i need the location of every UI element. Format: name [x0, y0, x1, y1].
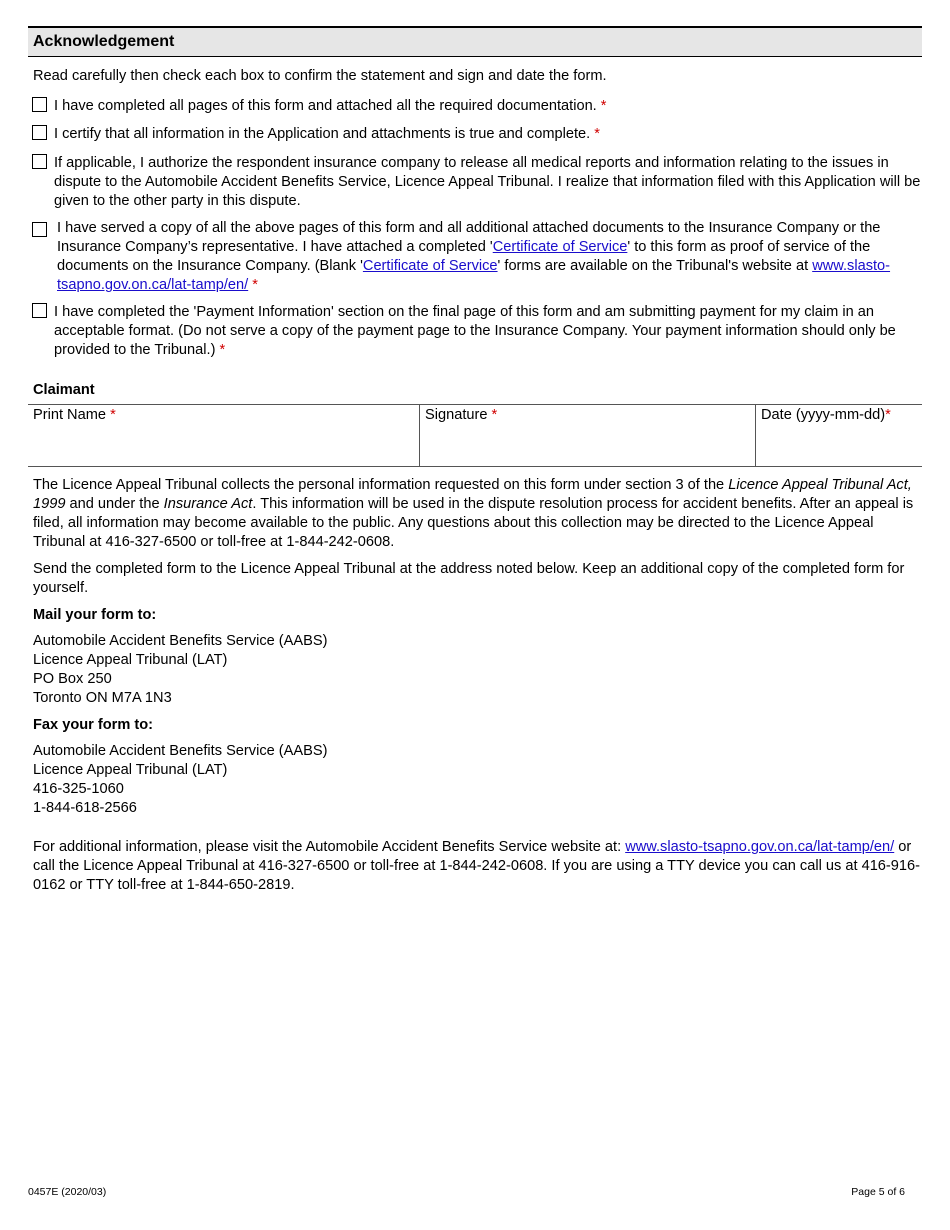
mail-address: [33, 632, 922, 708]
address-line: Licence Appeal Tribunal (LAT): [33, 762, 228, 778]
address-line: PO Box 250: [33, 671, 112, 687]
date-field[interactable]: [755, 405, 922, 466]
privacy-text-2: and under the: [65, 496, 164, 512]
required-mark: *: [252, 277, 258, 293]
section-title: Acknowledgement: [28, 26, 922, 57]
fax-number: 416-325-1060: [33, 781, 124, 797]
privacy-text: The Licence Appeal Tribunal collects the personal information requested on this form under section 3 of the: [33, 477, 729, 493]
required-mark: *: [491, 407, 498, 423]
signature-table: [28, 404, 922, 467]
act-name: Licence Appeal Tribunal Act, 1999: [33, 477, 912, 512]
print-name-label: Print Name: [33, 407, 106, 423]
intro-text: Read carefully then check each box to confirm the statement and sign and date the form.: [33, 68, 607, 84]
privacy-notice: [33, 476, 922, 552]
act-name-2: Insurance Act: [163, 496, 253, 512]
send-instructions: Send the completed form to the Licence Appeal Tribunal at the address noted below. Keep an additional copy of the completed form for yourself.: [33, 561, 905, 596]
required-mark: *: [885, 407, 891, 423]
checkbox-label: I have served a copy of all the above pages of this form and all additional attached documents to the Insurance Company or the Insurance Company’s representative. I have attached a completed ': [57, 220, 881, 255]
required-mark: *: [219, 342, 226, 358]
checkbox-row-4: [32, 219, 922, 295]
form-id: 0457E (2020/03): [28, 1186, 107, 1198]
address-line: Automobile Accident Benefits Service (AABS): [33, 633, 328, 649]
checkbox-label: I have completed the 'Payment Information' section on the final page of this form and am submitting payment for my claim in an acceptable format. (Do not serve a copy of the payment page to the Insurance Company. Your payment information should only be provided to the Tribunal.): [54, 304, 896, 358]
checkbox-label: I have completed all pages of this form and attached all the required documentation.: [54, 98, 597, 114]
checkbox-certify[interactable]: [32, 125, 47, 140]
additional-text-2: or call the Licence Appeal Tribunal at 416-327-6500 or toll-free at 1-844-242-0608. If you are using a TTY device you can call us at 416-916-0162 or TTY toll-free at 1-844-650-2819.: [33, 839, 920, 893]
checkbox-row-5: [32, 303, 922, 360]
checkbox-row-1: [32, 97, 922, 116]
checkbox-label: I certify that all information in the Application and attachments is true and complete.: [54, 126, 591, 142]
fax-address: [33, 742, 922, 818]
address-line: Toronto ON M7A 1N3: [33, 690, 172, 706]
date-label: Date (yyyy-mm-dd): [761, 407, 886, 423]
mail-heading: Mail your form to:: [33, 607, 157, 623]
checkbox-authorize[interactable]: [32, 154, 47, 169]
additional-text: For additional information, please visit the Automobile Accident Benefits Service website at:: [33, 839, 626, 855]
additional-info: [33, 838, 922, 895]
checkbox-row-2: [32, 125, 922, 144]
address-line: Automobile Accident Benefits Service (AABS): [33, 743, 328, 759]
checkbox-served[interactable]: [32, 222, 47, 237]
checkbox-payment[interactable]: [32, 303, 47, 318]
certificate-of-service-link[interactable]: Certificate of Service: [492, 239, 628, 255]
checkbox-label: If applicable, I authorize the respondent insurance company to release all medical reports and information relating to the issues in dispute to the Automobile Accident Benefits Service, Licence Appeal Tribunal. I realize that information filed with this Application will be given to the other party in this dispute.: [54, 155, 921, 209]
checkbox-label-cont-2: ' forms are available on the Tribunal's website at: [497, 258, 813, 274]
required-mark: *: [110, 407, 116, 423]
print-name-field[interactable]: [28, 405, 419, 466]
signature-label: Signature: [425, 407, 488, 423]
privacy-text-3: . This information will be used in the dispute resolution process for accident benefits. After an appeal is filed, all information may become available to the public. Any questions about this collection may be directed to the Licence Appeal Tribunal at 416-327-6500 or toll-free at 1-844-242-0608.: [33, 496, 914, 550]
required-mark: *: [594, 126, 600, 142]
checkbox-row-3: [32, 154, 922, 211]
certificate-of-service-link-2[interactable]: Certificate of Service: [362, 258, 498, 274]
claimant-heading: Claimant: [33, 382, 95, 398]
required-mark: *: [600, 98, 607, 114]
fax-heading: Fax your form to:: [33, 717, 153, 733]
fax-number: 1-844-618-2566: [33, 800, 137, 816]
checkbox-documentation[interactable]: [32, 97, 47, 112]
signature-field[interactable]: [419, 405, 755, 466]
address-line: Licence Appeal Tribunal (LAT): [33, 652, 228, 668]
checkbox-label-cont: ' to this form as proof of service of the documents on the Insurance Company. (Blank ': [57, 239, 871, 274]
aabs-website-link[interactable]: www.slasto-tsapno.gov.on.ca/lat-tamp/en/: [625, 839, 895, 855]
form-page: [28, 26, 922, 895]
page-number: Page 5 of 6: [851, 1186, 905, 1198]
tribunal-website-link[interactable]: www.slasto-tsapno.gov.on.ca/lat-tamp/en/: [57, 258, 891, 293]
